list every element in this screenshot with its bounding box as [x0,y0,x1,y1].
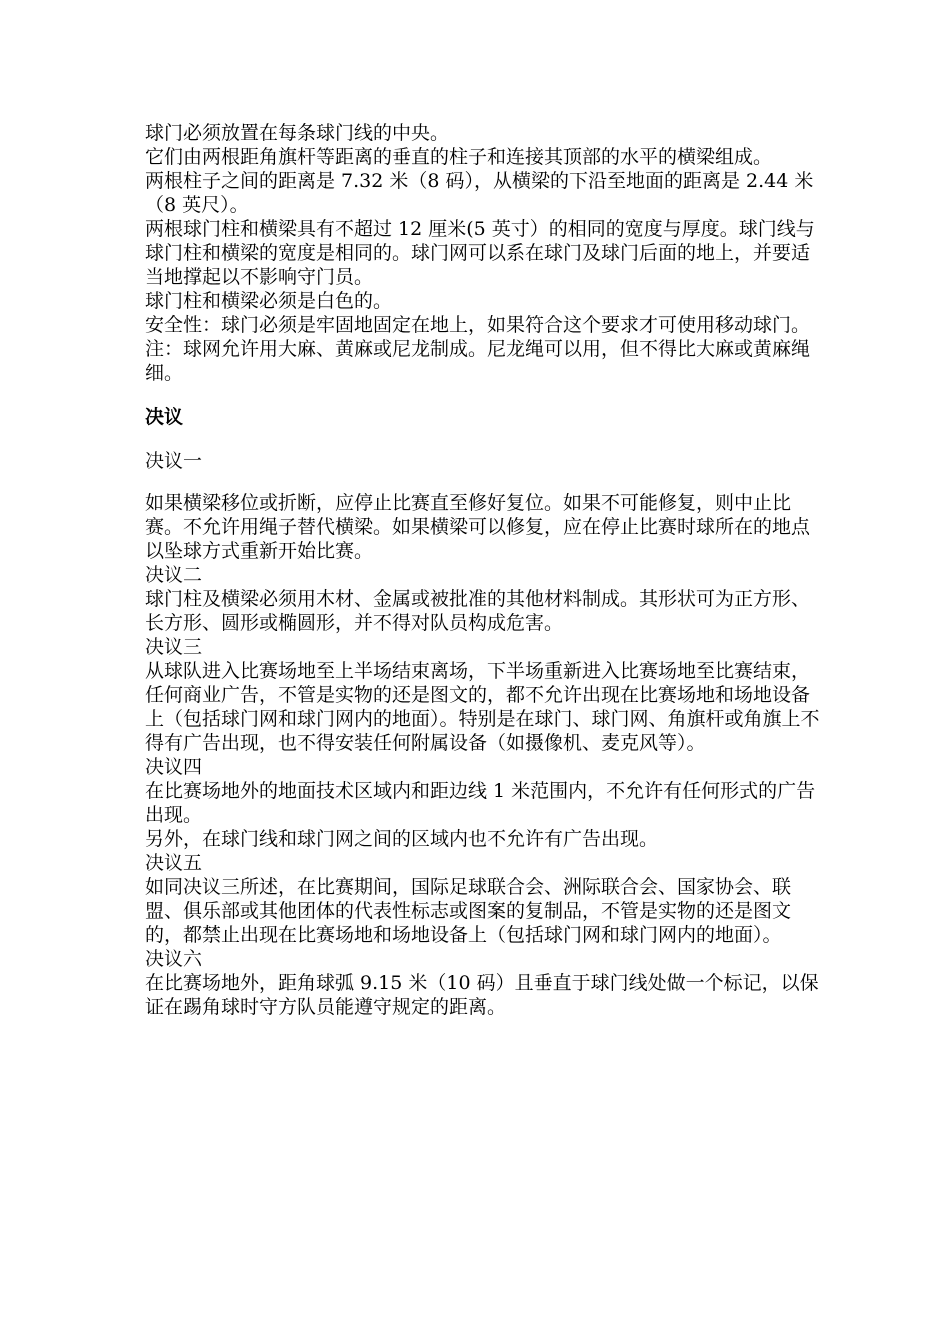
decision-title: 决议五 [145,852,203,874]
decision-paragraph: 在比赛场地外，距角球弧 9.15 米（10 码）且垂直于球门线处做一个标记，以保证在踢角球时守方队员能遵守规定的距离。 [145,972,819,1018]
intro-paragraph: 两根柱子之间的距离是 7.32 米（8 码），从横梁的下沿至地面的距离是 2.44 米（8 英尺）。 [145,170,814,216]
intro-paragraph: 它们由两根距角旗杆等距离的垂直的柱子和连接其顶部的水平的横梁组成。 [145,146,773,168]
intro-paragraph: 注：球网允许用大麻、黄麻或尼龙制成。尼龙绳可以用，但不得比大麻或黄麻绳细。 [145,338,811,384]
decision-title: 决议四 [145,756,203,778]
decision-paragraph: 如果横梁移位或折断，应停止比赛直至修好复位。如果不可能修复，则中止比赛。不允许用绳子替代横梁。如果横梁可以修复，应在停止比赛时球所在的地点以坠球方式重新开始比赛。 [145,492,811,562]
decision-title: 决议三 [145,636,203,658]
decision-paragraph: 如同决议三所述，在比赛期间，国际足球联合会、洲际联合会、国家协会、联盟、俱乐部或其他团体的代表性标志或图案的复制品，不管是实物的还是图文的，都禁止出现在比赛场地和场地设备上（包括球门网和球门网内的地面）。 [145,876,792,946]
intro-paragraph: 安全性：球门必须是牢固地固定在地上，如果符合这个要求才可使用移动球门。 [145,314,811,336]
decision-paragraph: 在比赛场地外的地面技术区域内和距边线 1 米范围内，不允许有任何形式的广告出现。 [145,780,816,826]
document-page [145,121,825,1019]
decision-paragraph: 另外，在球门线和球门网之间的区域内也不允许有广告出现。 [145,828,659,850]
decision-title: 决议二 [145,564,203,586]
decision-title: 决议一 [145,450,203,472]
decision-paragraph: 球门柱及横梁必须用木材、金属或被批准的其他材料制成。其形状可为正方形、长方形、圆形或椭圆形，并不得对队员构成危害。 [145,588,811,634]
intro-paragraph: 球门必须放置在每条球门线的中央。 [145,122,450,144]
intro-paragraph: 球门柱和横梁必须是白色的。 [145,290,393,312]
decision-paragraph: 从球队进入比赛场地至上半场结束离场，下半场重新进入比赛场地至比赛结束，任何商业广告，不管是实物的还是图文的，都不允许出现在比赛场地和场地设备上（包括球门网和球门网内的地面）。特别是在球门、球门网、角旗杆或角旗上不得有广告出现，也不得安装任何附属设备（如摄像机、麦克风等）。 [145,660,820,754]
decision-title: 决议六 [145,948,203,970]
intro-paragraph: 两根球门柱和横梁具有不超过 12 厘米(5 英寸）的相同的宽度与厚度。球门线与球门柱和横梁的宽度是相同的。球门网可以系在球门及球门后面的地上，并要适当地撑起以不影响守门员。 [145,218,815,288]
section-heading: 决议 [145,406,184,428]
